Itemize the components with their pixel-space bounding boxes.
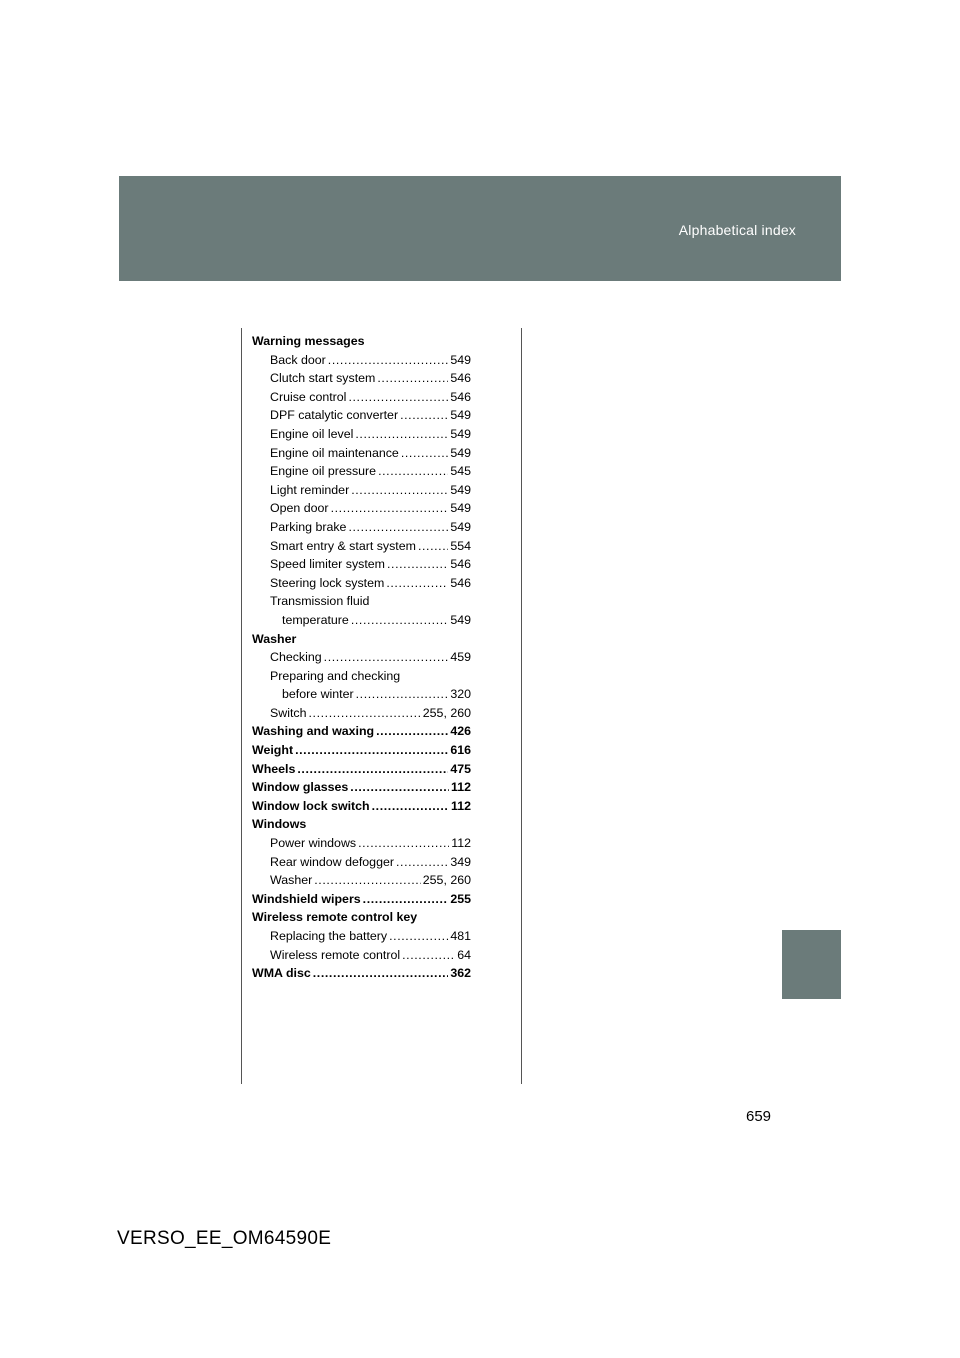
index-entry-text: Engine oil maintenance — [270, 445, 399, 460]
index-entry — [252, 667, 471, 686]
index-entry-page: 255 — [450, 891, 471, 906]
index-entry — [252, 871, 471, 890]
dot-leader — [309, 704, 421, 723]
index-entry — [252, 704, 471, 723]
page-number: 659 — [746, 1108, 772, 1125]
index-entry-text: Washer — [252, 631, 297, 646]
header-band — [119, 176, 841, 281]
dot-leader — [386, 574, 448, 593]
index-entry — [252, 815, 471, 834]
index-entry-text: Windows — [252, 817, 307, 832]
index-entry — [252, 927, 471, 946]
index-entry-text: Light reminder — [270, 482, 350, 497]
dot-leader — [363, 890, 449, 909]
index-entry — [252, 648, 471, 667]
document-code: VERSO_EE_OM64590E — [117, 1228, 332, 1249]
index-entry-page: 549 — [450, 519, 471, 534]
index-entry-text: Transmission fluid — [270, 594, 370, 609]
index-entry-page: 362 — [450, 966, 471, 981]
index-entry-text: Warning messages — [252, 334, 365, 348]
index-entry-page: 545 — [450, 464, 471, 479]
index-entry — [252, 908, 471, 927]
index-entry-text: Wireless remote control — [270, 947, 401, 962]
index-entry — [252, 778, 471, 797]
index-entry — [252, 574, 471, 593]
section-title: Alphabetical index — [678, 222, 796, 238]
dot-leader — [324, 648, 449, 667]
index-entry-page: 549 — [450, 612, 471, 627]
index-entry — [252, 741, 471, 760]
dot-leader — [313, 964, 449, 983]
index-entry-page: 426 — [450, 724, 471, 739]
index-entry-text: Back door — [270, 352, 326, 367]
index-entry-text: Checking — [270, 650, 322, 665]
index-entry — [252, 685, 471, 704]
index-entry-page: 549 — [450, 482, 471, 497]
index-entry — [252, 406, 471, 425]
index-entry-page: 112 — [451, 836, 471, 851]
index-entry-page: 64 — [457, 947, 471, 962]
index-entry-text: WMA disc — [252, 966, 311, 981]
dot-leader — [328, 351, 449, 370]
dot-leader — [351, 611, 449, 630]
index-entry-page: 481 — [450, 929, 471, 943]
index-list — [252, 332, 471, 983]
column-divider-left — [241, 328, 242, 1084]
index-entry-page: 349 — [450, 854, 471, 869]
index-entry-text: Switch — [270, 705, 307, 720]
index-entry-page: 255, 260 — [422, 705, 471, 720]
index-entry-page: 554 — [450, 538, 471, 553]
dot-leader — [387, 555, 448, 574]
index-entry — [252, 555, 471, 574]
index-entry — [252, 369, 471, 388]
index-entry-text: Window glasses — [252, 780, 349, 795]
index-entry — [252, 518, 471, 537]
dot-leader — [350, 778, 449, 797]
index-entry-page: 546 — [450, 575, 471, 590]
index-entry — [252, 853, 471, 872]
index-entry-page: 549 — [450, 352, 471, 367]
index-entry-page: 546 — [450, 557, 471, 572]
index-entry — [252, 760, 471, 779]
index-entry — [252, 722, 471, 741]
index-entry-page: 459 — [450, 650, 471, 665]
index-entry-text: Speed limiter system — [270, 557, 385, 572]
index-entry — [252, 481, 471, 500]
index-entry — [252, 630, 471, 649]
index-entry — [252, 332, 471, 351]
index-entry-text: Windshield wipers — [252, 891, 361, 906]
dot-leader — [358, 834, 449, 853]
index-entry — [252, 611, 471, 630]
index-entry-text: Parking brake — [270, 519, 347, 534]
dot-leader — [372, 797, 449, 816]
dot-leader — [376, 722, 448, 741]
index-entry-text: Washing and waxing — [252, 724, 375, 739]
index-entry — [252, 964, 471, 983]
index-entry-text: Open door — [270, 501, 329, 516]
index-entry-text: Wheels — [252, 761, 296, 776]
dot-leader — [396, 853, 448, 872]
dot-leader — [356, 685, 449, 704]
dot-leader — [402, 946, 455, 965]
index-entry-text: Wireless remote control key — [252, 910, 418, 925]
dot-leader — [351, 481, 448, 500]
index-entry-text: Rear window defogger — [270, 854, 394, 869]
index-entry-page: 549 — [450, 426, 471, 441]
index-entry-page: 549 — [450, 408, 471, 423]
index-entry-text: temperature — [282, 612, 349, 627]
index-entry — [252, 444, 471, 463]
dot-leader — [331, 499, 449, 518]
dot-leader — [297, 760, 448, 779]
index-entry-text: Weight — [252, 743, 294, 758]
index-entry — [252, 946, 471, 965]
dot-leader — [378, 462, 448, 481]
index-entry-page: 475 — [450, 761, 471, 776]
index-entry-page: 255, 260 — [422, 873, 471, 888]
index-entry — [252, 425, 471, 444]
column-divider-right — [521, 328, 522, 1084]
index-entry — [252, 537, 471, 556]
index-entry-text: before winter — [282, 687, 354, 702]
index-entry-text: DPF catalytic converter — [270, 408, 399, 423]
dot-leader — [355, 425, 448, 444]
index-entry-page: 549 — [450, 501, 471, 516]
index-entry-text: Preparing and checking — [270, 668, 401, 683]
index-entry-page: 616 — [450, 743, 471, 758]
index-entry-text: Replacing the battery — [270, 929, 388, 943]
index-entry-text: Steering lock system — [270, 575, 385, 590]
index-entry — [252, 499, 471, 518]
index-entry — [252, 388, 471, 407]
index-entry-text: Smart entry & start system — [270, 538, 416, 553]
dot-leader — [389, 927, 448, 946]
index-entry-text: Engine oil pressure — [270, 464, 377, 479]
index-entry-page: 112 — [451, 798, 471, 813]
index-entry — [252, 797, 471, 816]
index-entry-page: 546 — [450, 371, 471, 386]
index-entry-text: Cruise control — [270, 389, 347, 404]
section-tab-marker — [782, 930, 841, 999]
index-entry — [252, 462, 471, 481]
dot-leader — [348, 388, 448, 407]
dot-leader — [348, 518, 448, 537]
dot-leader — [314, 871, 421, 890]
index-entry-page: 549 — [450, 445, 471, 460]
index-entry-page: 112 — [451, 780, 471, 795]
dot-leader — [401, 444, 448, 463]
dot-leader — [418, 537, 448, 556]
index-entry-page: 320 — [450, 687, 471, 702]
index-entry — [252, 834, 471, 853]
index-entry — [252, 890, 471, 909]
index-entry-text: Engine oil level — [270, 426, 354, 441]
index-entry — [252, 351, 471, 370]
index-entry-page: 546 — [450, 389, 471, 404]
dot-leader — [295, 741, 448, 760]
dot-leader — [400, 406, 448, 425]
index-entry-text: Window lock switch — [252, 798, 370, 813]
index-entry — [252, 592, 471, 611]
index-entry-text: Power windows — [270, 836, 357, 851]
dot-leader — [377, 369, 448, 388]
index-entry-text: Clutch start system — [270, 371, 376, 386]
index-entry-text: Washer — [270, 873, 313, 888]
